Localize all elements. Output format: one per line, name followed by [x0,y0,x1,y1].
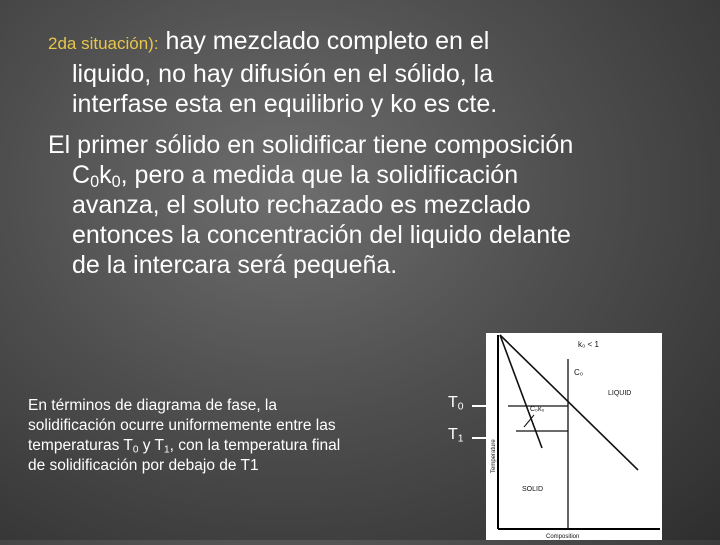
temperature-t1-label [448,426,464,444]
phase-diagram-svg [486,333,662,540]
intro-line-2: liquido, no hay difusión en el sólido, la [72,60,494,88]
solid-region-label: SOLID [522,486,544,493]
x-axis-label: Composition [546,534,580,540]
situation-label: 2da situación): [48,34,159,53]
main-line-4: entonces la concentración del liquido delante [72,221,571,249]
phase-diagram-note [28,396,408,476]
t1-sub: 1 [457,433,464,445]
y-axis-label: Temperature [491,439,497,473]
main-line-5: de la intercara será pequeña. [72,251,398,279]
t1-subscript: 1 [164,444,170,456]
main-text-2: , pero a medida que la solidificación [120,161,519,189]
k0-label: k₀ < 1 [578,340,599,349]
intro-paragraph [48,26,698,119]
k-subscript: 0 [111,173,121,192]
note-line-2: solidificación ocurre uniformemente entre las [28,417,336,434]
c-symbol: C [72,161,91,189]
t0-main: T [448,394,458,411]
t0-sub: 0 [457,401,464,413]
liquidus-line [500,335,638,470]
c0k0-label: C₀k₀ [530,406,545,413]
c-subscript: 0 [90,173,100,192]
t0-subscript: 0 [132,444,139,456]
main-line-1: El primer sólido en solidificar tiene composición [48,131,574,159]
main-line-2 [48,160,698,190]
c0-label: C₀ [574,368,584,377]
intro-line-1 [48,26,698,59]
note-text-3b: y T [138,437,164,454]
note-text-3a: temperaturas T [28,437,133,454]
note-text-3c: , con la temperatura final [169,437,341,454]
liquid-region-label: LIQUID [608,390,632,397]
main-line-3: avanza, el soluto rechazado es mezclado [72,191,531,219]
intro-text-1: hay mezclado completo en el [158,27,490,55]
t1-main: T [448,426,458,443]
intro-line-3: interfase esta en equilibrio y ko es cte. [72,90,498,118]
note-line-1: En términos de diagrama de fase, la [28,397,277,414]
main-paragraph [48,130,698,280]
temperature-t0-label [448,394,464,412]
note-line-4: de solidificación por debajo de T1 [28,457,259,474]
phase-diagram [486,333,662,540]
k-symbol: k [99,161,112,189]
note-line-3 [28,436,408,456]
